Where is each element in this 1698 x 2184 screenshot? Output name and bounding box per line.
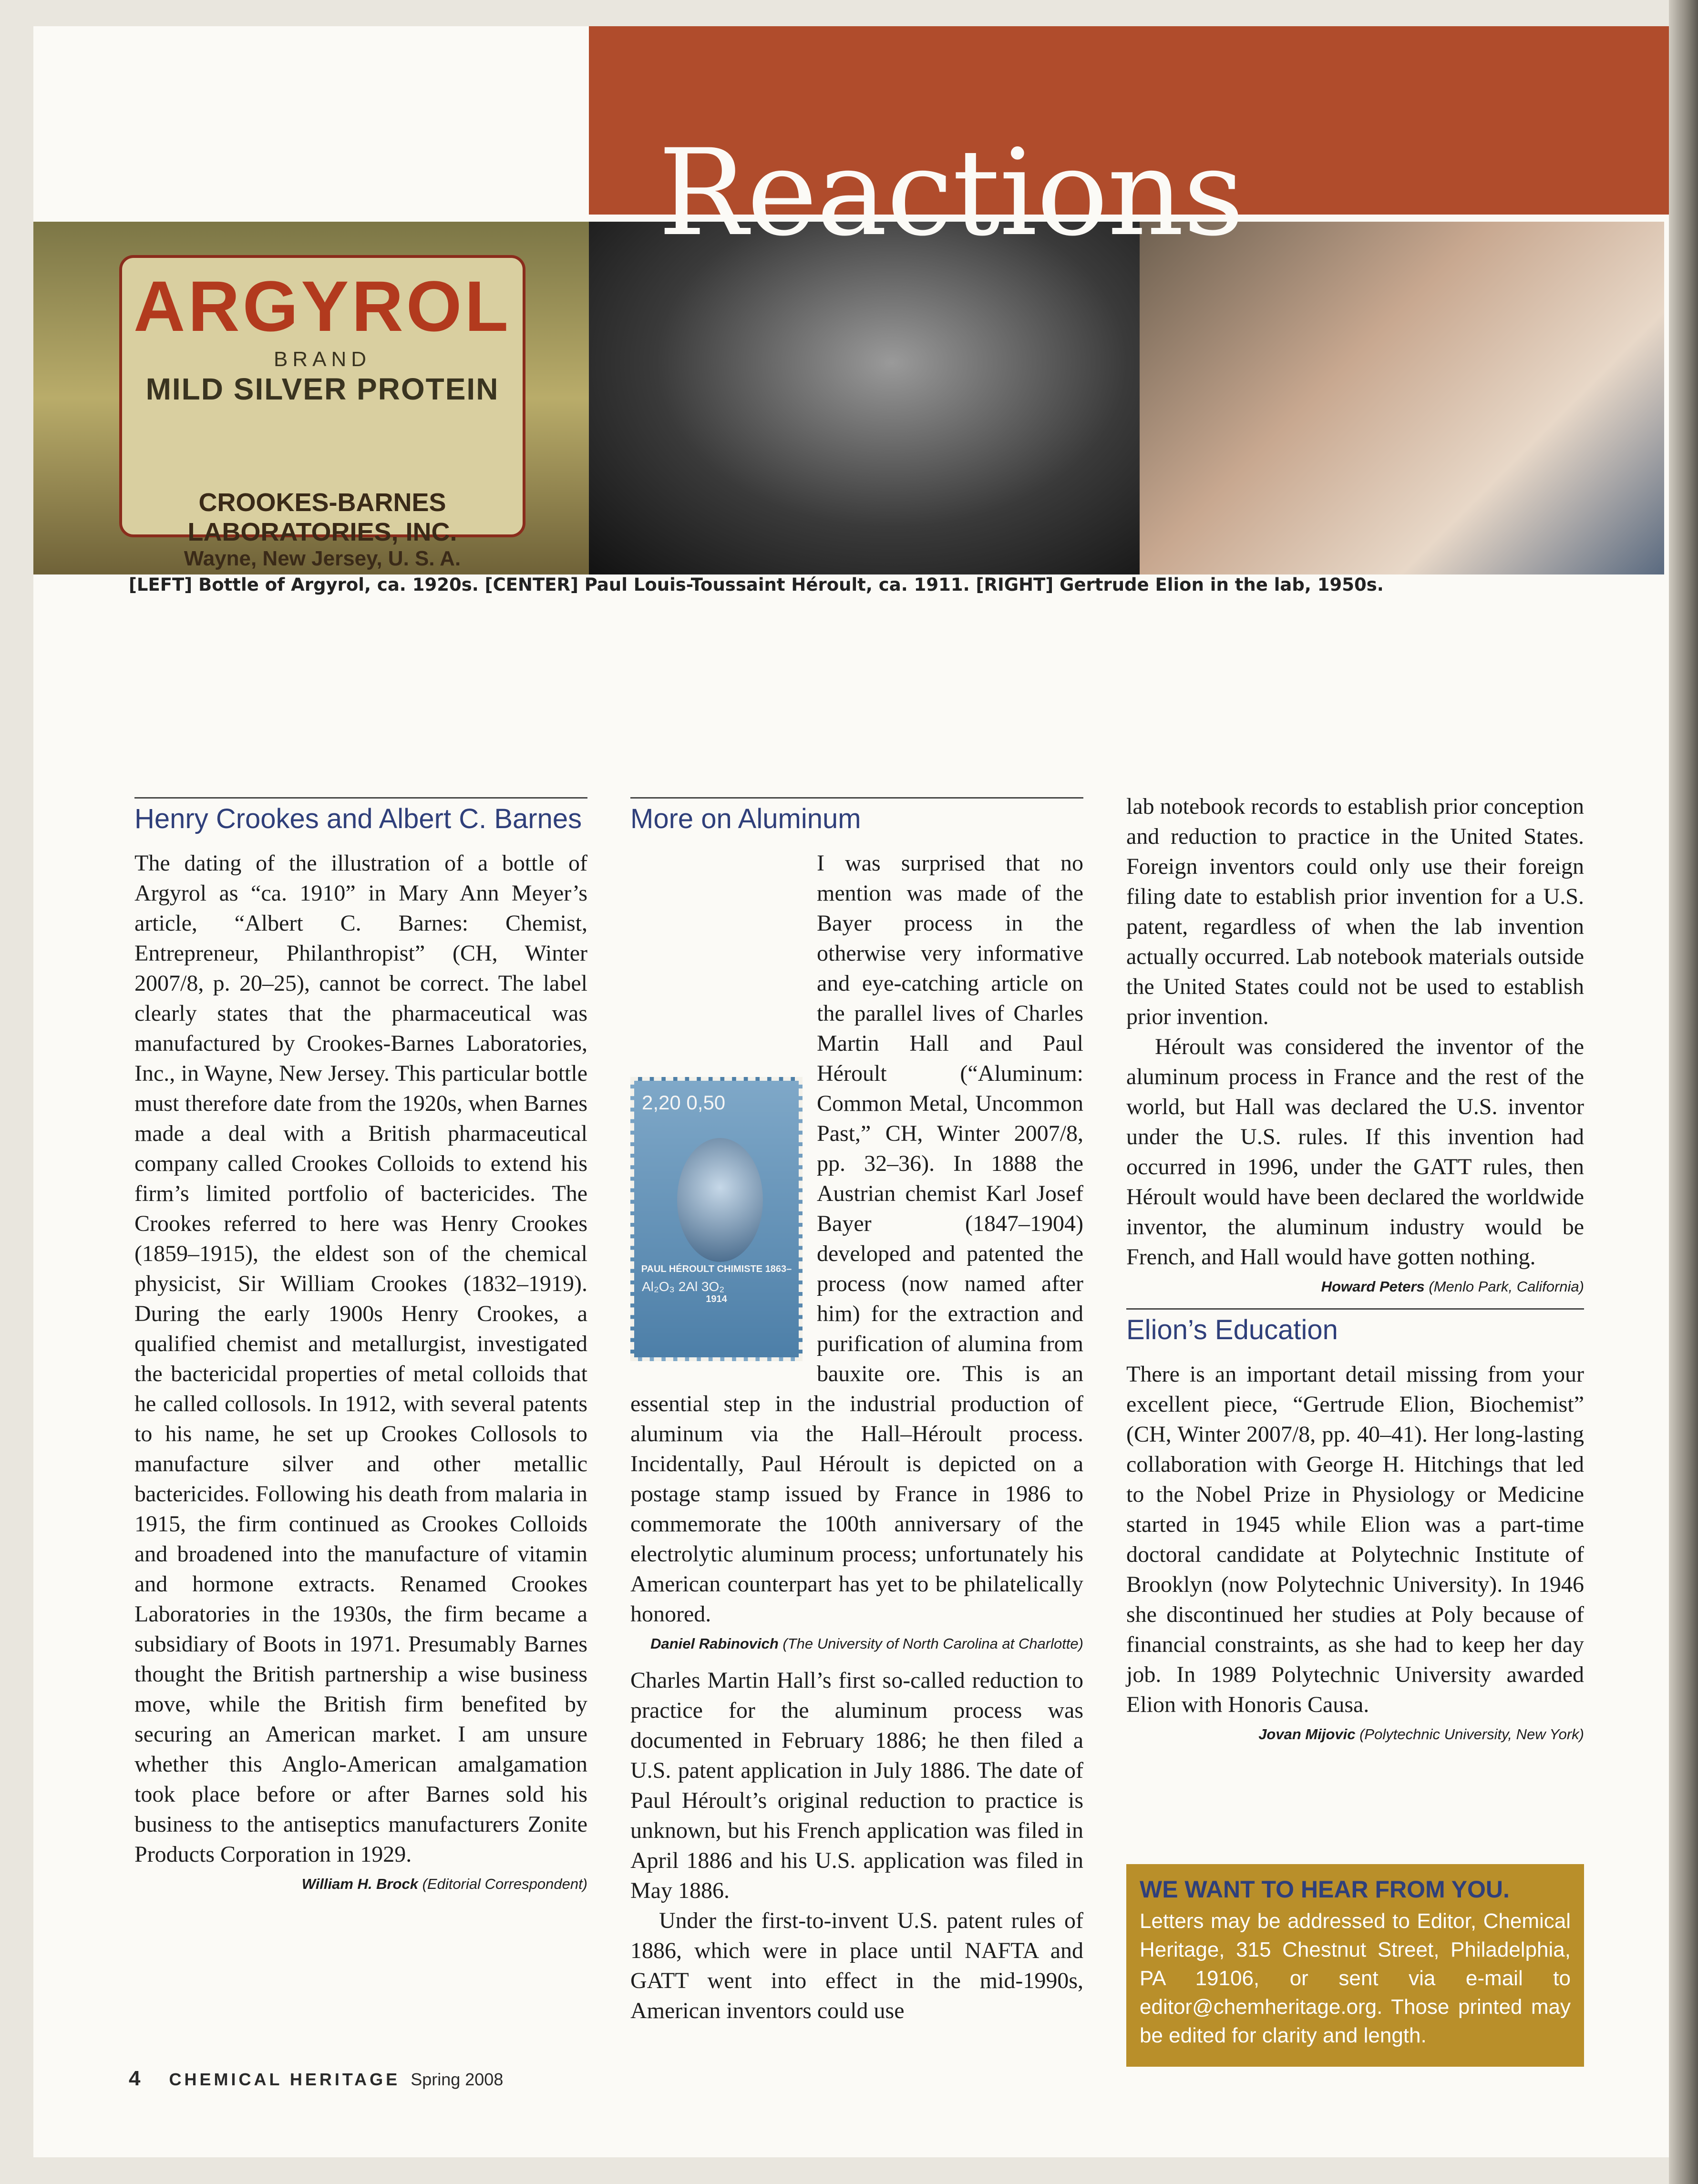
- label-city: Wayne, New Jersey, U. S. A.: [184, 547, 461, 570]
- letters-callout-box: [1126, 1864, 1584, 2067]
- signature-brock: [134, 1872, 587, 1896]
- letter-aluminum-body: I was surprised that no mention was made of the Bayer process in the otherwise very informative and eye-catching article on the parallel lives of Charles Martin Hall and Paul Héroult (“Aluminum: Common Metal, Uncommon Past,” CH, Winter 2007/8, pp. 32–36). In 1888 the Austrian chemist Karl Josef Bayer (1847–1904) developed and patented the process (now named after him) for the extraction and purification of alumina from bauxite ore. This is an essential step in the industrial production of aluminum via the Hall–Héroult process. Incidentally, Paul Héroult is depicted on a postage stamp issued by France in 1986 to commemorate the 100th anniversary of the electrolytic aluminum process; unfortunately his American counterpart has yet to be philatelically honored.: [630, 851, 1083, 1627]
- heroult-portrait-photo: [589, 222, 1140, 574]
- callout-heading: WE WANT TO HEAR FROM YOU.: [1140, 1876, 1510, 1903]
- author-affiliation: (The University of North Carolina at Charlotte): [782, 1635, 1083, 1652]
- author-name: Daniel Rabinovich: [650, 1635, 779, 1652]
- column-crookes: [134, 797, 587, 1906]
- label-product: MILD SILVER PROTEIN: [145, 372, 499, 406]
- bottle-label: [119, 255, 525, 570]
- stamp-portrait: [677, 1138, 763, 1262]
- author-affiliation: (Menlo Park, California): [1429, 1278, 1584, 1295]
- letter-peters-body-1: Charles Martin Hall’s first so-called reduction to practice for the aluminum process was documented in February 1886; he then filed a U.S. patent application in July 1886. The date of Paul Héroult’s original reduction to practice is unknown, but his French application was filed in April 1886 and his U.S. application was filed in May 1886.: [630, 1668, 1083, 1903]
- divider: [1126, 1308, 1584, 1310]
- stamp-formula: Al₂O₃ 2Al 3O₂: [642, 1279, 725, 1294]
- page-number: 4: [129, 2067, 141, 2090]
- page-footer: [129, 2067, 503, 2091]
- letter-peters-body-3: lab notebook records to establish prior conception and reduction to practice in the United States. Foreign inventors could only use their foreign filing date to establish prior invention for a U.S. patent, regardless of when the lab invention actually occurred. Lab notebook materials outside the United States could not be used to establish prior invention.: [1126, 794, 1584, 1029]
- column-aluminum: [630, 797, 1083, 2026]
- letter-peters-body-2: Under the first-to-invent U.S. patent rules of 1886, which were in place until NAFTA and GATT went into effect in the mid-1990s, American inventors could use: [630, 1908, 1083, 2023]
- divider: [134, 797, 587, 799]
- author-name: William H. Brock: [301, 1876, 419, 1892]
- column-elion: [1126, 791, 1584, 1756]
- heading-crookes: Henry Crookes and Albert C. Barnes: [134, 803, 582, 834]
- label-lab: CROOKES-BARNES LABORATORIES, INC.: [187, 488, 457, 546]
- elion-lab-photo: [1140, 222, 1664, 574]
- argyrol-bottle-photo: [33, 222, 589, 574]
- label-brand: ARGYROL: [134, 266, 511, 346]
- label-sub: BRAND: [273, 348, 371, 371]
- signature-rabinovich: [630, 1632, 1083, 1656]
- page-title: Reactions: [658, 123, 1244, 262]
- author-affiliation: (Polytechnic University, New York): [1359, 1726, 1584, 1743]
- photo-caption: [LEFT] Bottle of Argyrol, ca. 1920s. [CENTER] Paul Louis-Toussaint Héroult, ca. 1911. [RIGHT] Gertrude Elion in the lab, 1950s.: [129, 574, 1384, 595]
- letter-elion-body: There is an important detail missing from your excellent piece, “Gertrude Elion, Biochemist” (CH, Winter 2007/8, pp. 40–41). Her long-lasting collaboration with George H. Hitchings that led to the Nobel Prize in Physiology or Medicine started in 1945 while Elion was a part-time doctoral candidate at Polytechnic Institute of Brooklyn (now Polytechnic University). In 1946 she discontinued her studies at Poly because of financial constraints, as she had to keep her day job. In 1989 Polytechnic University awarded Elion with Honoris Causa.: [1126, 1362, 1584, 1717]
- magazine-name: CHEMICAL HERITAGE: [169, 2070, 401, 2089]
- signature-mijovic: [1126, 1723, 1584, 1746]
- letter-crookes-body: The dating of the illustration of a bottle of Argyrol as “ca. 1910” in Mary Ann Meyer’s article, “Albert C. Barnes: Chemist, Entrepreneur, Philanthropist” (CH, Winter 2007/8, p. 20–25), cannot be correct. The label clearly states that the pharmaceutical was manufactured by Crookes-Barnes Laboratories, Inc., in Wayne, New Jersey. This particular bottle must therefore date from the 1920s, when Barnes made a deal with a British pharmaceutical company called Crookes Colloids to extend his firm’s limited portfolio of bactericides. The Crookes referred to here was Henry Crookes (1859–1915), the eldest son of the chemical physicist, Sir William Crookes (1832–1919). During the early 1900s Henry Crookes, a qualified chemist and metallurgist, investigated the bactericidal properties of metal colloids that he called collosols. In 1912, with several patents to his name, he set up Crookes Collosols to manufacture silver and other metallic bactericides. Following his death from malaria in 1915, the firm continued as Crookes Colloids and broadened into the manufacture of vitamin and hormone extracts. Renamed Crookes Laboratories in the 1930s, the firm became a subsidiary of Boots in 1971. Presumably Barnes thought the British partnership a wise business move, while the British firm benefited by securing an American market. I am unsure whether this Anglo-American amalgamation took place before or after Barnes sold his business to the antiseptics manufacturers Zonite Products Corporation in 1929.: [134, 851, 587, 1867]
- binding-spine: [1669, 0, 1698, 2184]
- author-affiliation: (Editorial Correspondent): [422, 1876, 587, 1892]
- heading-elion: Elion’s Education: [1126, 1314, 1338, 1345]
- heroult-postage-stamp: [630, 1077, 803, 1361]
- stamp-values: 2,20 0,50: [642, 1091, 726, 1114]
- callout-body: Letters may be addressed to Editor, Chemical Heritage, 315 Chestnut Street, Philadelphia, PA 19106, or sent via e-mail to editor@chemheritage.org. Those printed may be edited for clarity and length.: [1140, 1909, 1571, 2047]
- signature-peters: [1126, 1275, 1584, 1299]
- letter-peters-body-4: Héroult was considered the inventor of the aluminum process in France and the rest of the world, but Hall was declared the U.S. inventor under the U.S. rules. If this invention had occurred in 1996, under the GATT rules, then Héroult would have been declared the worldwide inventor, the aluminum industry would be French, and Hall would have gotten nothing.: [1126, 1034, 1584, 1270]
- author-name: Howard Peters: [1321, 1278, 1425, 1295]
- divider: [630, 797, 1083, 799]
- issue-date: Spring 2008: [411, 2070, 504, 2089]
- author-name: Jovan Mijovic: [1258, 1726, 1356, 1743]
- heading-aluminum: More on Aluminum: [630, 803, 861, 834]
- stamp-name: PAUL HÉROULT CHIMISTE 1863–1914: [641, 1264, 792, 1304]
